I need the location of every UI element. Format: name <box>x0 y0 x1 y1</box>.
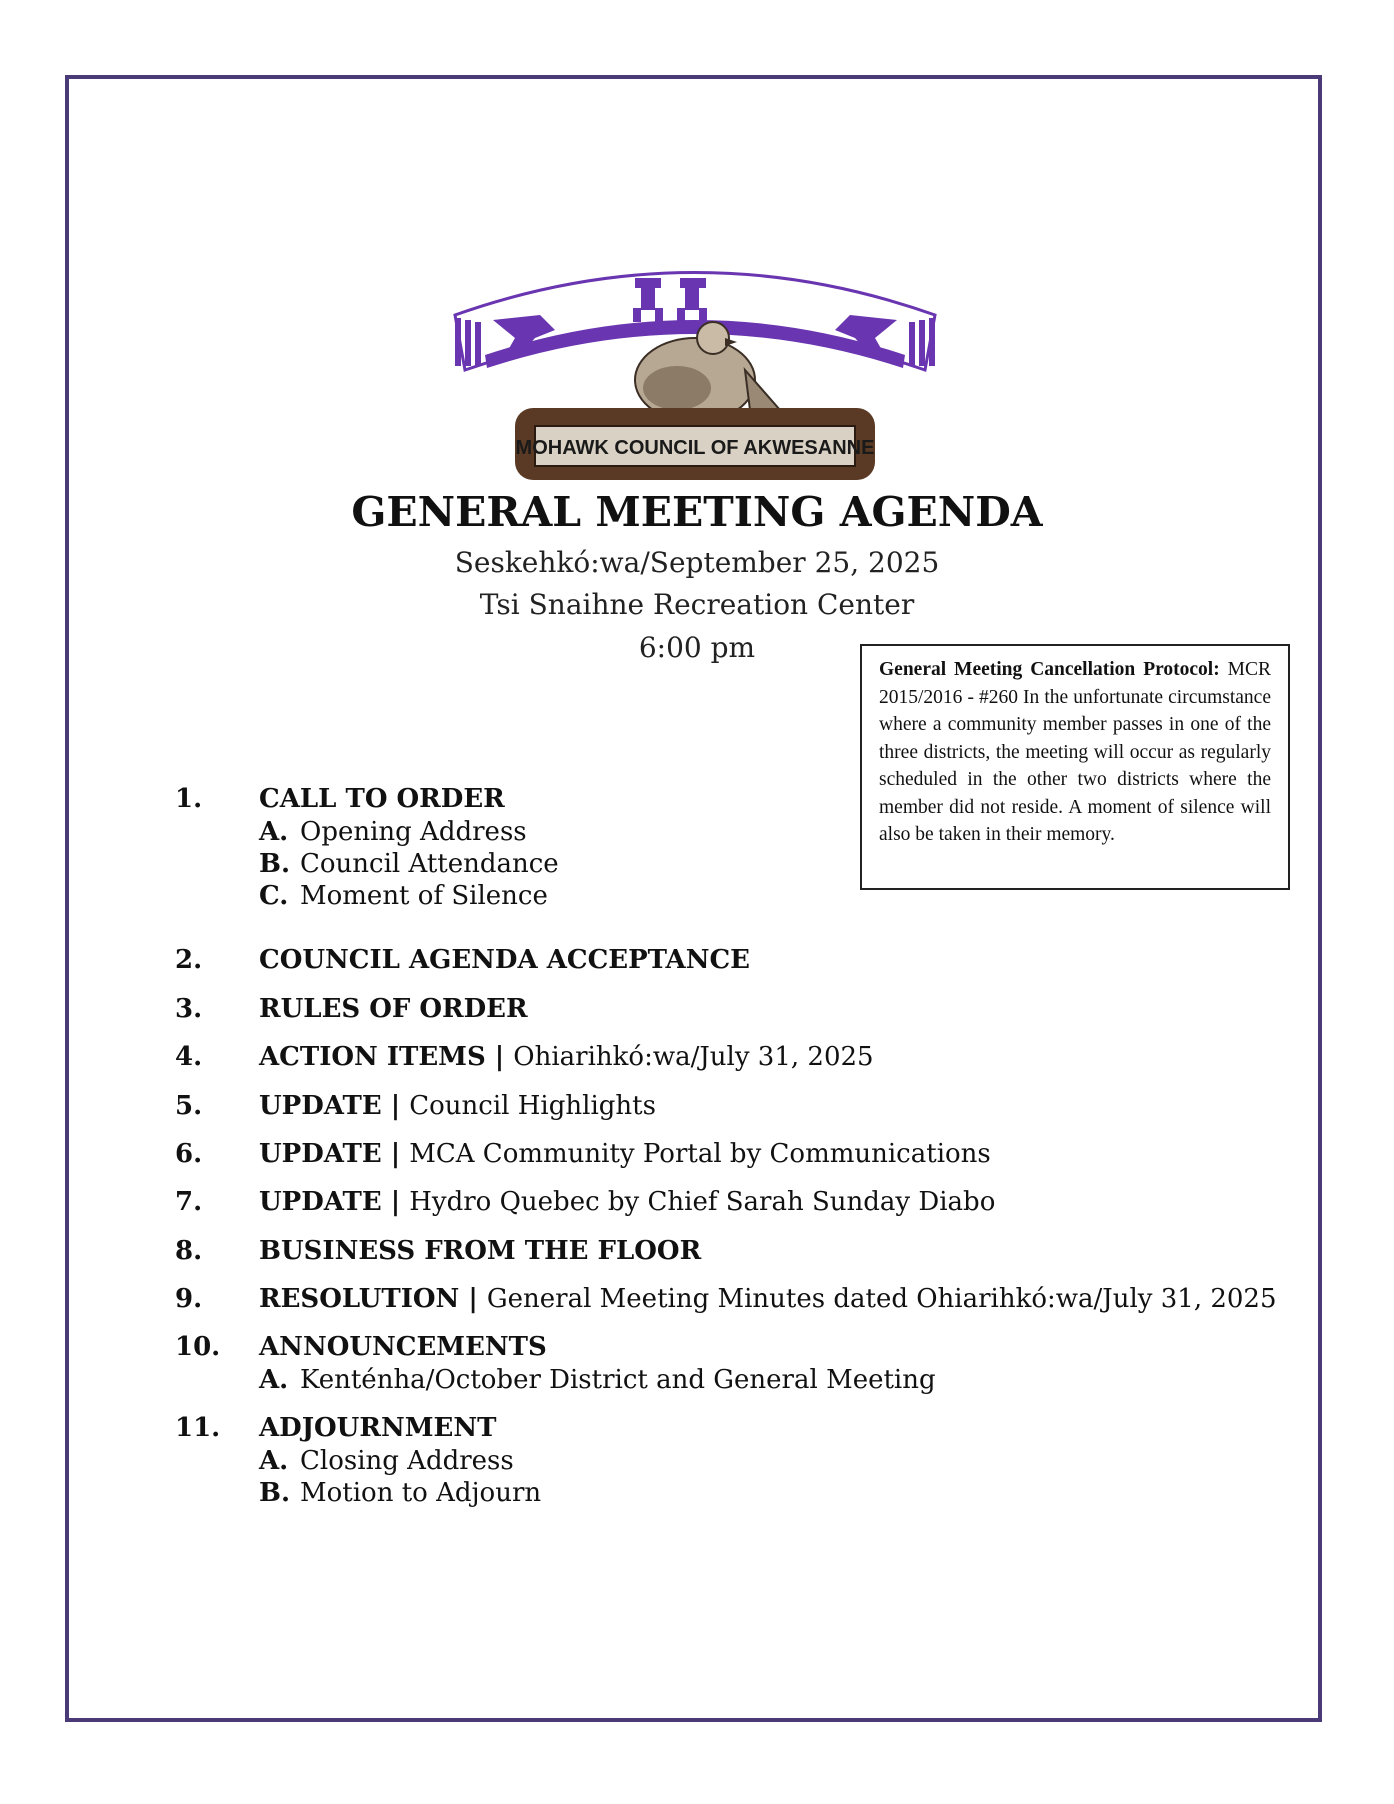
agenda-subitem: B. Motion to Adjourn <box>259 1478 542 1508</box>
agenda-number: 7. <box>175 1187 203 1217</box>
agenda-number: 1. <box>175 784 203 814</box>
meeting-time: 6:00 pm <box>638 631 756 664</box>
agenda-number: 8. <box>175 1236 203 1266</box>
agenda-number: 3. <box>175 994 203 1024</box>
agenda-label: RULES OF ORDER <box>259 994 528 1024</box>
agenda-subitem: A. Opening Address <box>259 817 527 847</box>
agenda-label: COUNCIL AGENDA ACCEPTANCE <box>259 945 751 975</box>
agenda-number: 9. <box>175 1284 203 1314</box>
agenda-detail: Ohiarihkó:wa/July 31, 2025 <box>513 1042 874 1072</box>
agenda-label: BUSINESS FROM THE FLOOR <box>259 1236 702 1266</box>
protocol-title: General Meeting Cancellation Protocol: <box>879 659 1220 680</box>
council-logo <box>445 260 945 490</box>
agenda-number: 11. <box>175 1413 221 1443</box>
agenda-number: 2. <box>175 945 203 975</box>
agenda-detail: MCA Community Portal by Communications <box>409 1139 991 1169</box>
agenda-subitem: C. Moment of Silence <box>259 881 548 911</box>
cancellation-protocol-box <box>860 644 1290 890</box>
agenda-label: ANNOUNCEMENTS <box>259 1332 547 1362</box>
meeting-date: Seskehkó:wa/September 25, 2025 <box>454 546 940 579</box>
logo-text: MOHAWK COUNCIL OF AKWESANNE <box>515 437 875 459</box>
agenda-detail: General Meeting Minutes dated Ohiarihkó:wa/July 31, 2025 <box>486 1284 1277 1314</box>
agenda-label: RESOLUTION <box>259 1284 460 1314</box>
agenda-detail: Hydro Quebec by Chief Sarah Sunday Diabo <box>409 1187 996 1217</box>
agenda-subitem: B. Council Attendance <box>259 849 559 879</box>
agenda-label: UPDATE <box>259 1187 382 1217</box>
page-title: GENERAL MEETING AGENDA <box>351 488 1043 536</box>
agenda-subitem: A. Kenténha/October District and General Meeting <box>259 1365 936 1395</box>
meeting-location: Tsi Snaihne Recreation Center <box>479 588 915 621</box>
agenda-detail: Council Highlights <box>409 1091 656 1121</box>
agenda-label: ACTION ITEMS <box>259 1042 486 1072</box>
agenda-number: 10. <box>175 1332 221 1362</box>
agenda-number: 5. <box>175 1091 203 1121</box>
agenda-number: 4. <box>175 1042 203 1072</box>
agenda-subitem: A. Closing Address <box>259 1446 514 1476</box>
agenda-label: UPDATE <box>259 1091 382 1121</box>
agenda-label: CALL TO ORDER <box>259 784 505 814</box>
protocol-body: MCR 2015/2016 - #260 In the unfortunate circumstance where a community member passes in one of the three districts, the meeting will occur as regularly scheduled in the other two districts where the member did not reside. A moment of silence will also be taken in their memory. <box>879 659 1271 845</box>
agenda-label: UPDATE <box>259 1139 382 1169</box>
agenda-label: ADJOURNMENT <box>259 1413 497 1443</box>
agenda-number: 6. <box>175 1139 203 1169</box>
